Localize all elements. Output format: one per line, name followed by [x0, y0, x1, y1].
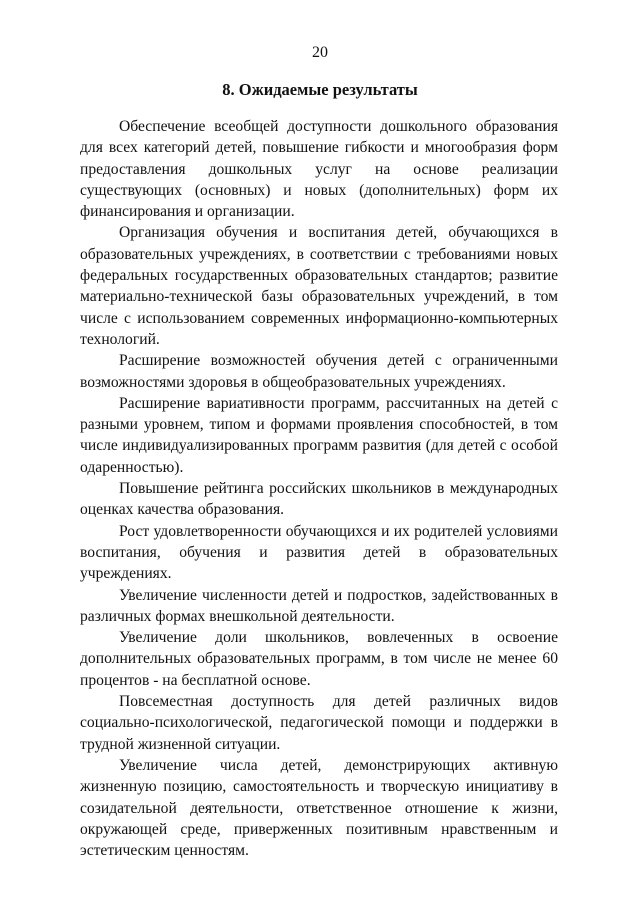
paragraph: Организация обучения и воспитания детей, обучающихся в образовательных учреждениях, в соответствии с требованиями новых федеральных государственных образовательных стандартов; развитие материально-технической базы образовательных учреждений, в том числе с использованием современных информационно-компьютерных технологий.: [80, 224, 558, 348]
paragraph: Расширение возможностей обучения детей с ограниченными возможностями здоровья в общеобразовательных учреждениях.: [80, 352, 558, 391]
paragraph: Обеспечение всеобщей доступности дошкольного образования для всех категорий детей, повышение гибкости и многообразия форм предоставления дошкольных услуг на основе реализации существующих (основных) и новых (дополнительных) форм их финансирования и организации.: [80, 118, 558, 221]
section-heading: 8. Ожидаемые результаты: [222, 80, 418, 99]
paragraph: Рост удовлетворенности обучающихся и их родителей условиями воспитания, обучения и развития детей в образовательных учреждениях.: [80, 522, 558, 583]
paragraph: Увеличение числа детей, демонстрирующих активную жизненную позицию, самостоятельность и творческую инициативу в созидательной деятельности, ответственное отношение к жизни, окружающей среде, приверженных позитивным нравственным и эстетическим ценностям.: [80, 756, 558, 860]
paragraph: Увеличение численности детей и подростков, задействованных в различных формах внешкольной деятельности.: [80, 586, 558, 625]
paragraph: Расширение вариативности программ, рассчитанных на детей с разными уровнем, типом и формами проявления способностей, в том числе индивидуализированных программ развития (для детей с особой одаренностью).: [80, 394, 558, 476]
paragraph: Повышение рейтинга российских школьников в международных оценках качества образования.: [80, 480, 558, 519]
section-body: [80, 116, 558, 861]
page-number: 20: [312, 44, 328, 61]
paragraph: Увеличение доли школьников, вовлеченных в освоение дополнительных образовательных программ, в том числе не менее 60 процентов - на бесплатной основе.: [80, 629, 558, 689]
paragraph: Повсеместная доступность для детей различных видов социально-психологической, педагогической помощи и поддержки в трудной жизненной ситуации.: [80, 693, 558, 753]
